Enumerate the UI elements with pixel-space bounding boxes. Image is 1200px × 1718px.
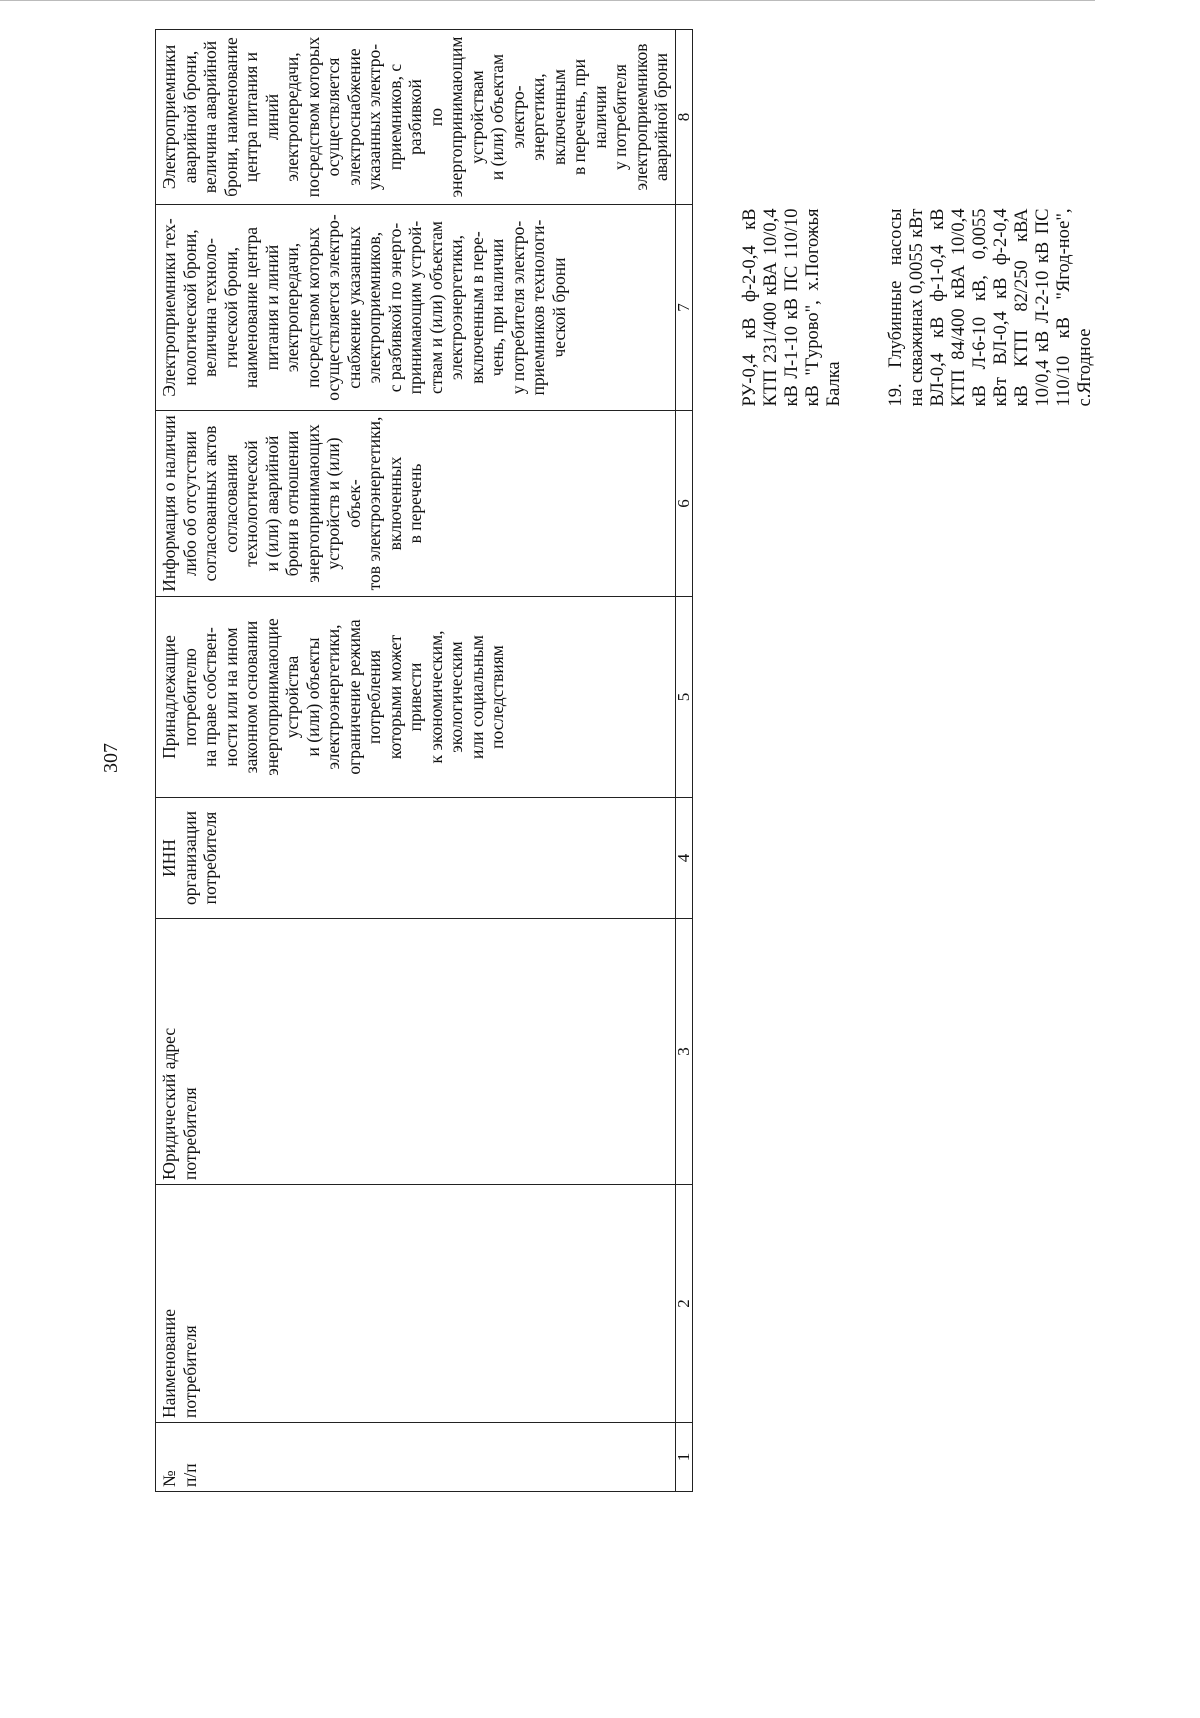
header-cell-number: № п/п xyxy=(156,1423,676,1492)
column-number: 5 xyxy=(675,597,692,798)
header-cell-agreement-info: Информация о наличии либо об отсутствии согласованных актов согласования технологической и (или) аварийной брони в отношении энергопринимающих устройств и (или) объек- тов электроэнергетики, включенных в перечень xyxy=(156,411,676,597)
scan-top-edge xyxy=(0,0,1095,1)
continuation-paragraph-2: 19. Глубинные насосы на скважинах 0,0055 кВт ВЛ-0,4 кВ ф-1-0,4 кВ КТП 84/400 кВА 10/0,4 кВ Л-6-10 кВ, 0,0055 кВт ВЛ-0,4 кВ ф-2-0,4 кВ КТП 82/250 кВА 10/0,4 кВ Л-2-10 кВ ПС 110/10 кВ "Ягод-ное", с.Ягодное xyxy=(886,208,1095,407)
rotated-table-sheet xyxy=(155,30,1095,1492)
header-cell-owned-devices: Принадлежащие потребителю на праве собствен- ности или на ином законном основании энергопринимающие устройства и (или) объекты электроэнергетики, ограничение режима потребления которыми может привести к экономическим, экологическим или социальным последствиям xyxy=(156,597,676,798)
column-number: 3 xyxy=(675,919,692,1185)
continuation-row xyxy=(692,30,1117,1492)
consumer-table xyxy=(155,29,1117,1492)
empty-continuation xyxy=(692,30,1117,205)
header-cell-emergency-reserve: Электроприемники аварийной брони, величина аварийной брони, наименование центра питания и линий электропередачи, посредством которых осуществляется электроснабжение указанных электро- приемников, с разбивкой по энергопринимающим устройствам и (или) объектам электро- энергетики, включенным в перечень, при наличии у потребителя электроприемников аварийной брони xyxy=(156,30,676,205)
header-cell-inn: ИНН организации потребителя xyxy=(156,798,676,919)
column-number: 2 xyxy=(675,1185,692,1423)
column-number: 6 xyxy=(675,411,692,597)
column-number-row xyxy=(675,30,692,1492)
empty-continuation xyxy=(692,411,1117,1492)
column-number: 7 xyxy=(675,205,692,411)
column-number: 4 xyxy=(675,798,692,919)
continuation-paragraph-1: РУ-0,4 кВ ф-2-0,4 кВ КТП 231/400 кВА 10/0,4 кВ Л-1-10 кВ ПС 110/10 кВ "Гурово", х.Погожья Балка xyxy=(740,208,844,407)
column-number: 8 xyxy=(675,30,692,205)
continuation-cell-col7 xyxy=(692,205,1117,411)
header-cell-legal-address: Юридический адрес потребителя xyxy=(156,919,676,1185)
header-cell-technological-reserve: Электроприемники тех- нологической брони, величина техноло- гической брони, наименование центра питания и линий электропередачи, посредством которых осуществляется электро- снабжение указанных электроприемников, с разбивкой по энерго- принимающим устрой- ствам и (или) объектам электроэнергетики, включенным в пере- чень, при наличии у потребителя электро- приемников технологи- ческой брони xyxy=(156,205,676,411)
paragraph-gap xyxy=(845,209,865,407)
column-number: 1 xyxy=(675,1423,692,1492)
table-header-row xyxy=(156,30,676,1492)
header-cell-consumer-name: Наименование потребителя xyxy=(156,1185,676,1423)
page-number: 307 xyxy=(100,743,122,773)
